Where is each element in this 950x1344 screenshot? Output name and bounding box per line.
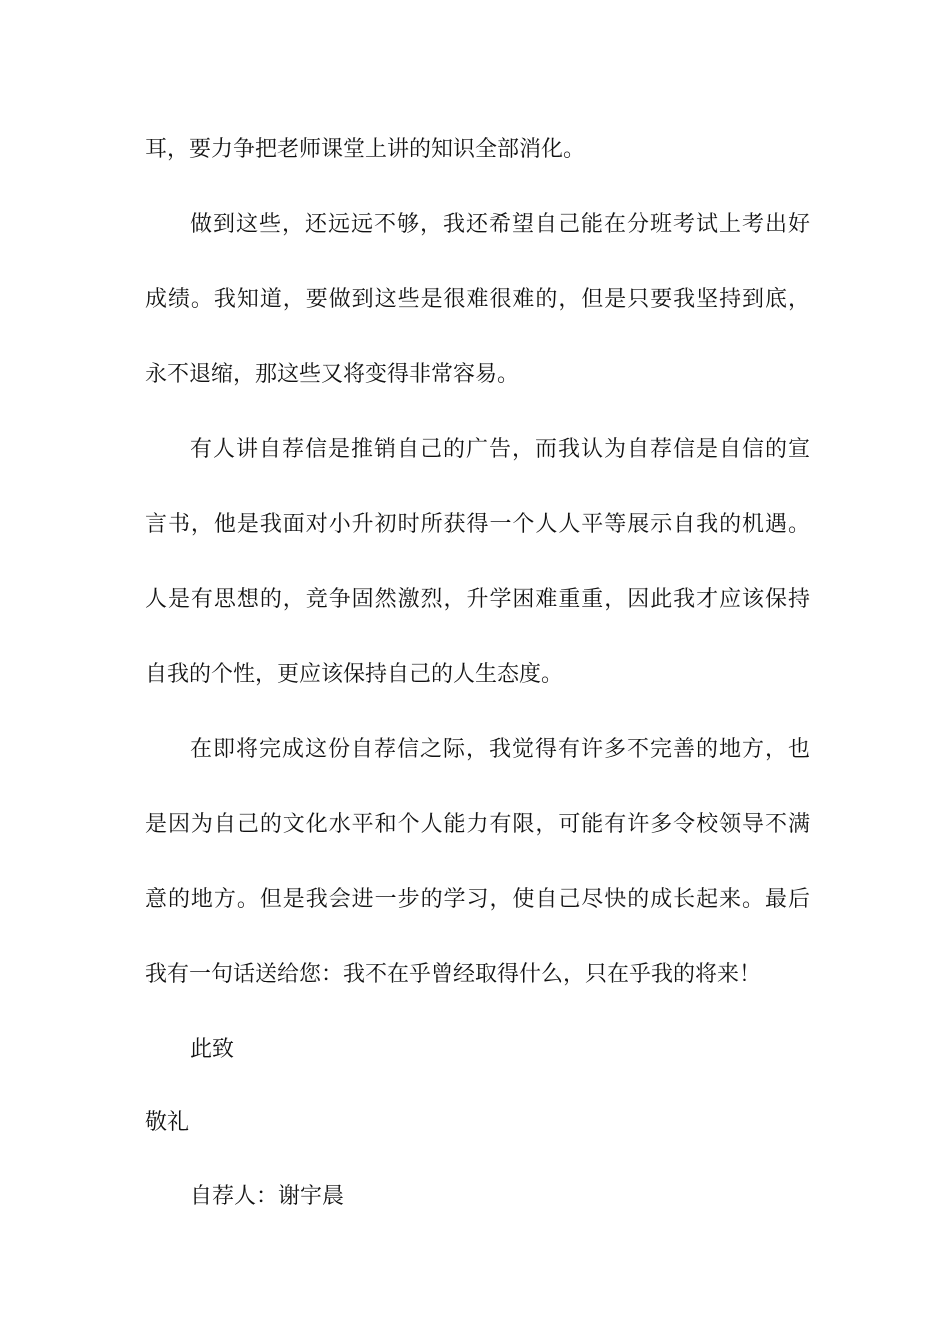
paragraph-3-line-4: 自我的个性，更应该保持自己的人生态度。 bbox=[145, 662, 564, 687]
signature: 自荐人：谢宇晨 bbox=[190, 1184, 345, 1209]
paragraph-3-line-2: 言书，他是我面对小升初时所获得一个人人平等展示自我的机遇。 bbox=[145, 512, 810, 537]
paragraph-3-line-3: 人是有思想的，竞争固然激烈，升学困难重重，因此我才应该保持 bbox=[145, 587, 810, 612]
paragraph-4-line-2: 是因为自己的文化水平和个人能力有限，可能有许多令校领导不满 bbox=[145, 812, 810, 837]
paragraph-3-line-1: 有人讲自荐信是推销自己的广告，而我认为自荐信是自信的宣 bbox=[190, 437, 810, 462]
paragraph-2-line-3: 永不退缩，那这些又将变得非常容易。 bbox=[145, 362, 520, 387]
paragraph-2-line-1: 做到这些，还远远不够，我还希望自己能在分班考试上考出好 bbox=[190, 212, 810, 237]
paragraph-4-line-3: 意的地方。但是我会进一步的学习，使自己尽快的成长起来。最后 bbox=[145, 887, 810, 912]
closing-regards: 敬礼 bbox=[145, 1110, 190, 1135]
paragraph-4-line-1: 在即将完成这份自荐信之际，我觉得有许多不完善的地方，也 bbox=[190, 737, 810, 762]
paragraph-1-line-1: 耳，要力争把老师课堂上讲的知识全部消化。 bbox=[145, 137, 586, 162]
paragraph-4-line-4: 我有一句话送给您：我不在乎曾经取得什么，只在乎我的将来！ bbox=[145, 962, 762, 987]
closing-salutation: 此致 bbox=[190, 1037, 235, 1062]
paragraph-2-line-2: 成绩。我知道，要做到这些是很难很难的，但是只要我坚持到底， bbox=[145, 287, 810, 312]
